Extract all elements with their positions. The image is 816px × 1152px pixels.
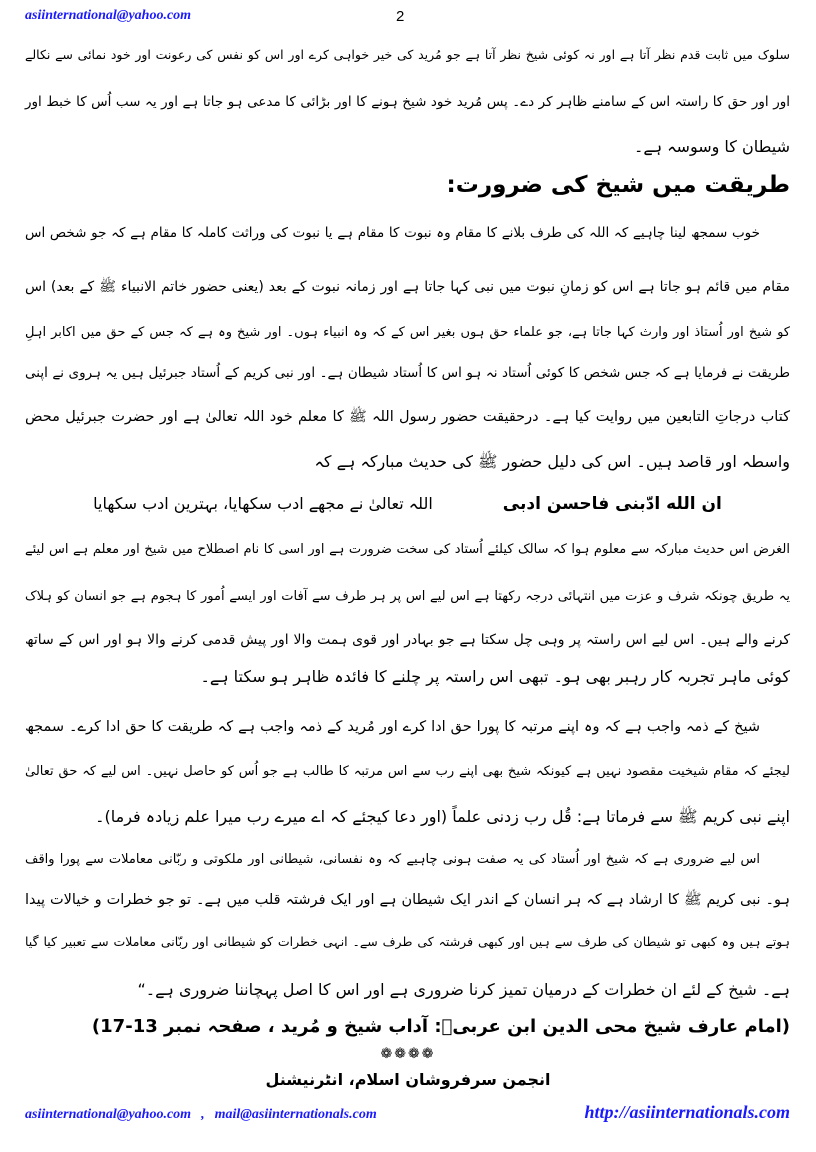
footer-separator: , [201,1107,205,1122]
text-line: شیطان کا وسوسہ ہے۔ [633,137,790,156]
organization-name: انجمن سرفروشان اسلام، انٹرنیشنل [265,1070,551,1089]
ornament-stars-icon: ❁❁❁❁ [380,1046,436,1062]
text-line: شیخ کے ذمہ واجب ہے کہ وہ اپنے مرتبہ کا پورا حق ادا کرے اور مُرید کے ذمہ واجب ہے کہ طریقت کا حق ادا کرے۔ سمجھ [25,719,760,735]
text-line: ہے۔ شیخ کے لئے ان خطرات کے درمیان تمیز کرنا ضروری ہے اور اس کا اصل پہچاننا ضروری ہے۔“ [137,980,790,999]
text-line: کرنے والے ہیں۔ اس لیے اس راستہ پر وہی چل سکتا ہے جو بہادر اور قوی ہمت والا اور پیش قدمی کرنے والا ہو اور اس کے ساتھ [25,632,790,648]
text-line: طریقت نے فرمایا ہے کہ جس شخص کا کوئی اُستاد نہ ہو اس کا اُستاد شیطان ہے۔ اور نبی کریم کے اُستاد جبرئیل ہیں یہ ہروی نے اپنی [25,365,790,381]
header-email[interactable]: asiinternational@yahoo.com [25,8,192,23]
text-line: واسطہ اور قاصد ہیں۔ اس کی دلیل حضور ﷺ کی حدیث مبارکہ ہے کہ [314,452,790,471]
text-line: اور اور حق کا راستہ اس کے سامنے ظاہر کر دے۔ پس مُرید خود شیخ ہونے کا اور بڑائی کا مدعی ہو جاتا ہے اور یہ سب اُس کا خبط اور [25,94,790,110]
text-line: یہ طریق چونکہ شرف و عزت میں انتہائی درجہ رکھتا ہے اس لیے اس پر ہر طرف سے آفات اور ایسے اُمور کا ہجوم ہے جو انسان کو ہلاک [25,589,790,604]
footer [25,1102,790,1123]
footer-website-link[interactable]: http://asiinternationals.com [584,1102,790,1122]
section-heading: طریقت میں شیخ کی ضرورت: [446,172,790,198]
text-line: خوب سمجھ لینا چاہیے کہ اللہ کی طرف بلانے کا مقام وہ نبوت کا مقام ہے یا نبوت کی وراثت کاملہ کا مقام ہے کہ جو شخص اس [25,225,760,241]
text-line: کو شیخ اور اُستاذ اور وارث کہا جاتا ہے، جو علماء حق ہوں بغیر اس کے کہ وہ انبیاء ہوں۔ اور شیخ وہ ہے کہ جس کے حق میں اکابر اہلِ [25,325,790,340]
text-line: اپنے نبی کریم ﷺ سے فرماتا ہے: قُل رب زدنی علماً (اور دعا کیجئے کہ اے میرے رب میرا علم زیادہ فرما)۔ [95,807,790,826]
hadith-arabic: ان الله ادّبنی فاحسن ادبی [502,494,722,514]
text-line: ہو۔ نبی کریم ﷺ کا ارشاد ہے کہ ہر انسان کے اندر ایک شیطان ہے اور ایک فرشتہ قلب میں ہے۔ تو جو خطرات و خیالات پیدا [25,892,790,908]
text-line: اس لیے ضروری ہے کہ شیخ اور اُستاد کی یہ صفت ہونی چاہیے کہ وہ نفسانی، شیطانی اور ملکوتی و ربّانی معاملات سے پورا واقف [25,852,760,867]
text-line: مقام میں قائم ہو جاتا ہے اس کو زمانِ نبوت میں نبی کہا جاتا ہے اور زمانہ نبوت کے بعد (یعنی حضور خاتم الانبیاء ﷺ کے بعد) اس [25,279,790,295]
page-number: 2 [396,8,405,25]
text-line: سلوک میں ثابت قدم نظر آتا ہے اور نہ کوئی شیخ نظر آتا ہے جو مُرید کی خیر خواہی کرے اور اس کو نفس کی رعونت اور خود نمائی سے نکالے [25,47,790,62]
footer-email-mail[interactable]: mail@asiinternationals.com [214,1107,377,1122]
text-line: ہوتے ہیں وہ کبھی تو شیطان کی طرف سے ہیں اور کبھی فرشتہ کی طرف سے۔ انہی خطرات کو شیطانی اور ربّانی معاملات سے تعبیر کیا گیا [25,934,790,949]
text-line: کوئی ماہر تجربہ کار رہبر بھی ہو۔ تبھی اس راستہ پر چلنے کا فائدہ ظاہر ہو سکتا ہے۔ [200,667,790,686]
hadith-row [25,494,790,514]
text-line: لیجئے کہ مقام شیخیت مقصود نہیں ہے کیونکہ شیخ بھی اپنے رب سے اس مرتبہ کا طالب ہے جو اُس کو حاصل نہیں۔ اس لیے کہ حق تعالیٰ [25,764,790,779]
citation: (امام عارف شیخ محی الدین ابن عربیؒ: آداب شیخ و مُرید ، صفحہ نمبر 13-17) [91,1016,790,1037]
text-line: کتاب درجاتِ التابعین میں روایت کیا ہے۔ درحقیقت حضور رسول اللہ ﷺ کا معلم خود اللہ تعالیٰ ہے اور حضرت جبرئیل محض [25,409,790,425]
footer-email-yahoo[interactable]: asiinternational@yahoo.com [25,1107,192,1122]
text-line: الغرض اس حدیث مبارکہ سے معلوم ہوا کہ سالک کیلئے اُستاد کی سخت ضرورت ہے اور اسی کا نام اصطلاح میں شیخ اور معلم ہے اس لیئے [25,542,790,557]
hadith-translation: اللہ تعالیٰ نے مجھے ادب سکھایا، بہترین ادب سکھایا [93,494,433,513]
